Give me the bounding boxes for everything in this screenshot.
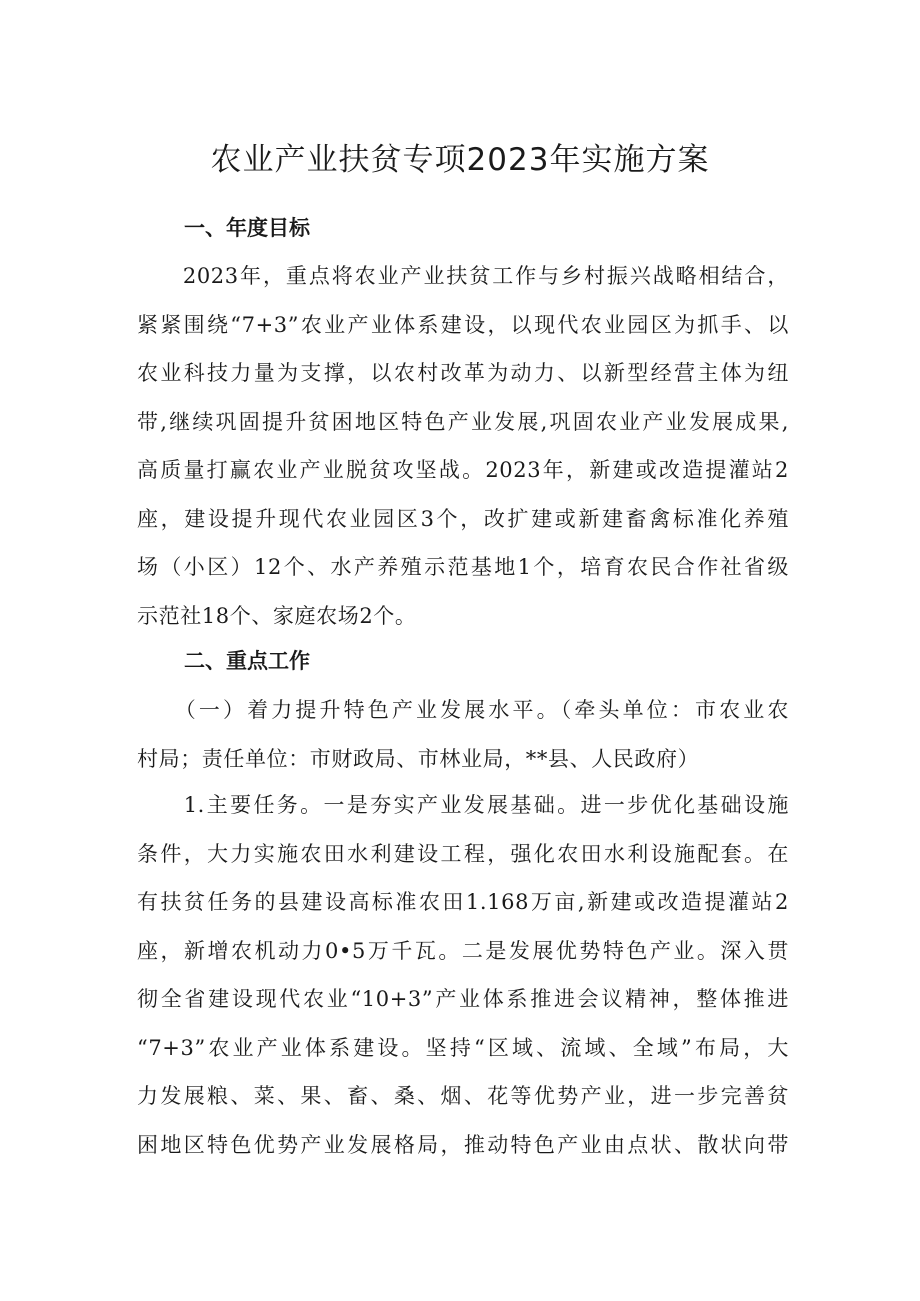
paragraph-line: 场（小区）12个、水产养殖示范基地1个，培育农民合作社省级	[137, 555, 789, 579]
document-title: 农业产业扶贫专项2023年实施方案	[210, 142, 710, 178]
paragraph-line: 有扶贫任务的县建设高标准农田1.168万亩,新建或改造提灌站2	[137, 890, 789, 914]
paragraph-line: 村局；责任单位：市财政局、市林业局，**县、人民政府）	[137, 746, 700, 771]
paragraph-line: 彻全省建设现代农业“10+3”产业体系推进会议精神，整体推进	[137, 987, 789, 1011]
paragraph-line: 困地区特色优势产业发展格局，推动特色产业由点状、散状向带	[137, 1132, 789, 1157]
paragraph-line: 1.主要任务。一是夯实产业发展基础。进一步优化基础设施	[137, 793, 789, 817]
paragraph-line: 力发展粮、菜、果、畜、桑、烟、花等优势产业，进一步完善贫	[137, 1084, 789, 1108]
paragraph-line: 紧紧围绕“7+3”农业产业体系建设，以现代农业园区为抓手、以	[137, 312, 789, 337]
paragraph-line: 座，新增农机动力0•5万千瓦。二是发展优势特色产业。深入贯	[137, 938, 789, 963]
section-heading-annual-goals: 一、年度目标	[184, 216, 310, 240]
paragraph-line: 条件，大力实施农田水利建设工程，强化农田水利设施配套。在	[137, 841, 789, 866]
paragraph-line: 高质量打赢农业产业脱贫攻坚战。2023年，新建或改造提灌站2	[137, 458, 789, 482]
section-heading-key-work: 二、重点工作	[184, 649, 310, 673]
paragraph-line: “7+3”农业产业体系建设。坚持“区域、流域、全域”布局，大	[137, 1035, 789, 1060]
paragraph-line: 座，建设提升现代农业园区3个，改扩建或新建畜禽标准化养殖	[137, 506, 789, 531]
paragraph-line: 带,继续巩固提升贫困地区特色产业发展,巩固农业产业发展成果,	[137, 409, 789, 434]
key-work-subheading-paragraph	[137, 686, 789, 783]
paragraph-line: 2023年，重点将农业产业扶贫工作与乡村振兴战略相结合，	[137, 264, 789, 288]
paragraph-line: （一）着力提升特色产业发展水平。（牵头单位：市农业农	[137, 698, 789, 722]
annual-goals-paragraph	[137, 252, 789, 640]
paragraph-line: 示范社18个、家庭农场2个。	[137, 603, 417, 628]
main-tasks-paragraph	[137, 781, 789, 1169]
paragraph-line: 农业科技力量为支撑，以农村改革为动力、以新型经营主体为纽	[137, 361, 789, 385]
